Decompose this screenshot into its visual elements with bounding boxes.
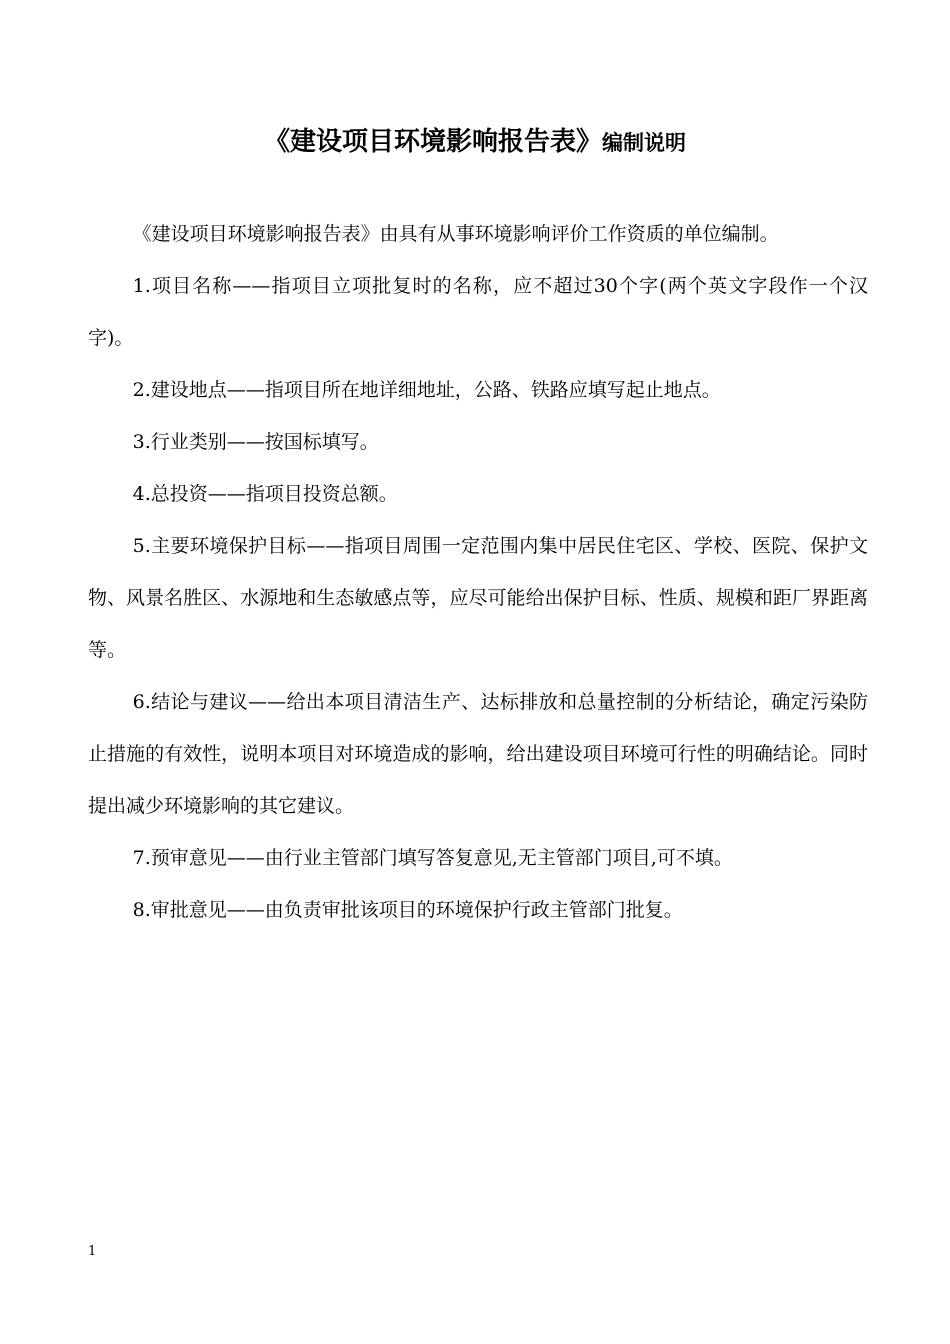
item-approval-opinion: 8.审批意见——由负责审批该项目的环境保护行政主管部门批复。 (132, 899, 683, 921)
item-construction-site: 2.建设地点——指项目所在地详细地址，公路、铁路应填写起止地点。 (132, 379, 721, 401)
title-main: 《建设项目环境影响报告表》 (263, 127, 602, 157)
item-protection-targets: 5.主要环境保护目标——指项目周围一定范围内集中居民住宅区、学校、医院、保护文物、风景名胜区、水源地和生态敏感点等，应尽可能给出保护目标、性质、规模和距厂界距离等。 (88, 535, 868, 661)
item-preliminary-review: 7.预审意见——由行业主管部门填写答复意见,无主管部门项目,可不填。 (132, 847, 733, 869)
page-number: 1 (88, 1244, 97, 1259)
item-total-investment: 4.总投资——指项目投资总额。 (132, 483, 398, 505)
item-conclusions: 6.结论与建议——给出本项目清洁生产、达标排放和总量控制的分析结论，确定污染防止措施的有效性，说明本项目对环境造成的影响，给出建设项目环境可行性的明确结论。同时提出减少环境影响的其它建议。 (88, 691, 868, 817)
item-industry-category: 3.行业类别——按国标填写。 (132, 431, 379, 453)
document-title (0, 122, 950, 163)
item-project-name: 1.项目名称——指项目立项批复时的名称，应不超过30个字(两个英文字段作一个汉字)。 (88, 275, 868, 349)
intro-paragraph: 《建设项目环境影响报告表》由具有从事环境影响评价工作资质的单位编制。 (132, 223, 779, 245)
document-body (88, 208, 868, 936)
title-suffix: 编制说明 (602, 130, 686, 155)
